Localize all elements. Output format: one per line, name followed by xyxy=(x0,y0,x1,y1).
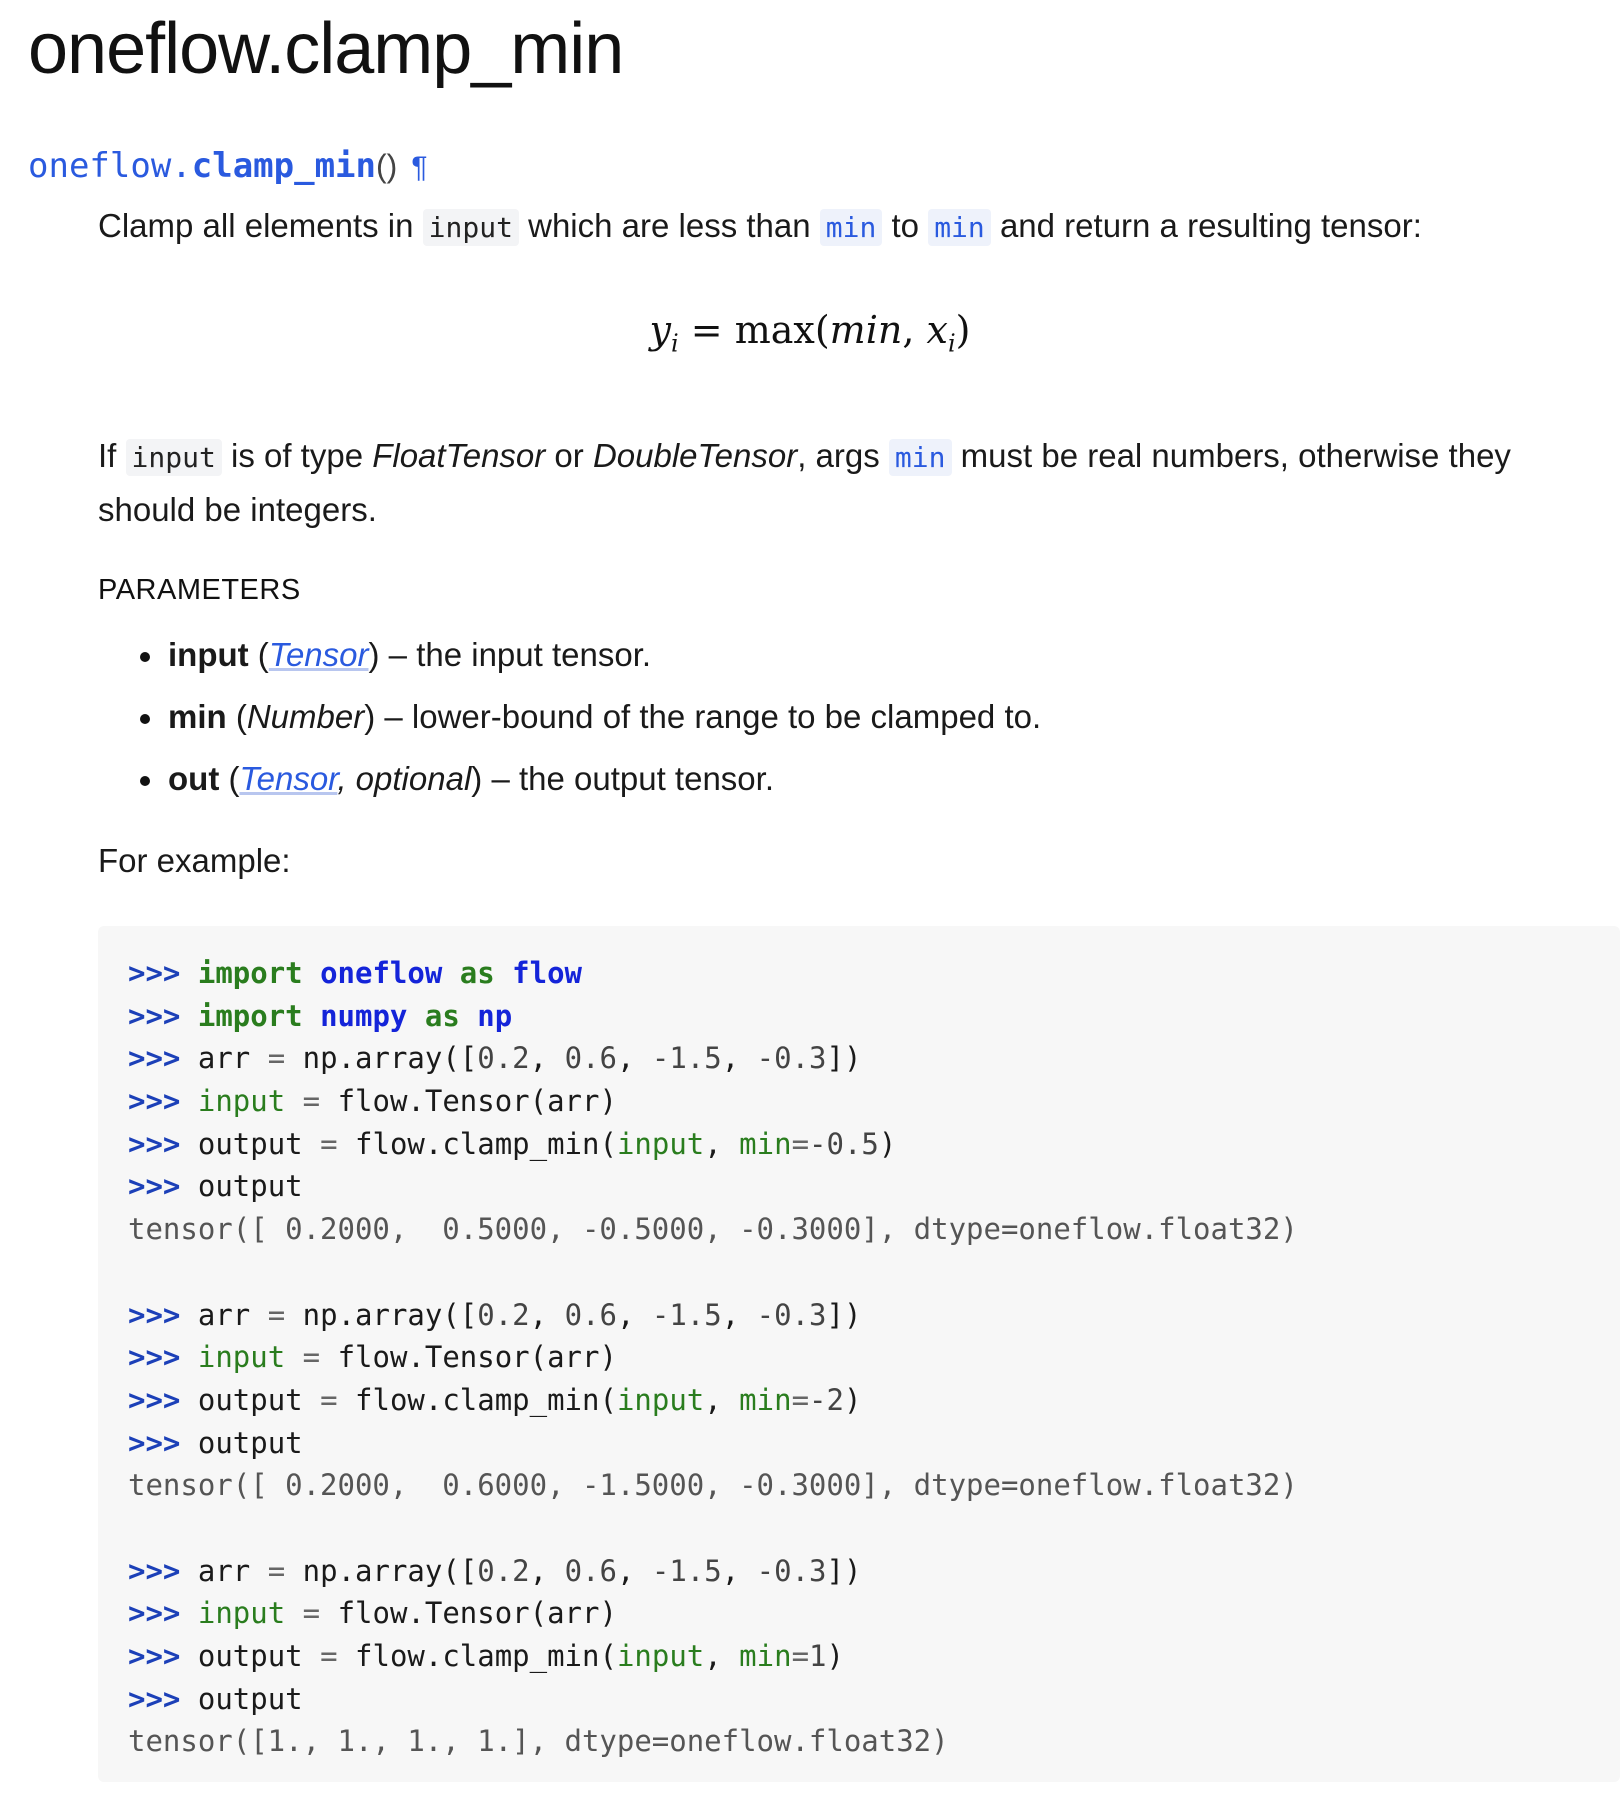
signature-name: clamp_min xyxy=(191,146,376,186)
math-lhs: y xyxy=(649,308,672,352)
math-lhs-sub: i xyxy=(671,329,679,358)
param-item-min xyxy=(98,686,1041,748)
code-line-output: >>> output xyxy=(128,1169,303,1204)
type-note-paragraph xyxy=(98,430,1608,536)
page-title: oneflow.clamp_min xyxy=(28,9,624,89)
param-name: input xyxy=(168,636,249,673)
code-example-block[interactable] xyxy=(98,926,1620,1782)
signature-module: oneflow. xyxy=(28,146,192,186)
code-line-input: >>> input = flow.Tensor(arr) xyxy=(128,1340,617,1375)
code-line-input: >>> input = flow.Tensor(arr) xyxy=(128,1084,617,1119)
param-open: ( xyxy=(226,698,247,735)
math-open: ( xyxy=(814,308,830,352)
code-line-arr: >>> arr = np.array([0.2, 0.6, -1.5, -0.3]) xyxy=(128,1297,862,1332)
math-eq: = xyxy=(678,308,735,352)
type-double-tensor: DoubleTensor xyxy=(592,437,798,474)
code-line-result: tensor([ 0.2000, 0.5000, -0.5000, -0.3000], dtype=oneflow.float32) xyxy=(128,1212,1298,1247)
param-type-link-tensor[interactable]: Tensor xyxy=(268,636,369,673)
code-line-import-oneflow: >>> import oneflow as flow xyxy=(128,956,583,990)
math-close: ) xyxy=(955,308,971,352)
math-fn: max xyxy=(734,308,815,352)
code-line-result: tensor([1., 1., 1., 1.], dtype=oneflow.float32) xyxy=(128,1724,949,1759)
parameters-list xyxy=(98,624,1041,810)
text: to xyxy=(882,207,929,244)
param-item-input xyxy=(98,624,1041,686)
code-example[interactable] xyxy=(128,952,1298,1763)
param-close: ) xyxy=(471,760,483,797)
param-type-link-tensor[interactable]: Tensor xyxy=(239,760,338,797)
param-item-out xyxy=(98,748,1041,810)
code-line-import-numpy: >>> import numpy as np xyxy=(128,998,513,1033)
text: Clamp all elements in xyxy=(98,207,423,244)
param-name: min xyxy=(168,698,227,735)
text: , args xyxy=(797,437,889,474)
math-formula xyxy=(0,308,1620,358)
example-label: For example: xyxy=(98,842,291,879)
param-open: ( xyxy=(248,636,269,673)
code-line-arr: >>> arr = np.array([0.2, 0.6, -1.5, -0.3]) xyxy=(128,1041,862,1076)
function-signature xyxy=(28,146,427,186)
description-paragraph xyxy=(98,200,1608,254)
math-arg1: min xyxy=(829,308,903,352)
parameters-heading: PARAMETERS xyxy=(98,574,301,606)
math-arg2: x xyxy=(926,308,948,352)
text: is of type xyxy=(221,437,373,474)
text: and return a resulting tensor: xyxy=(990,207,1422,244)
param-desc: – lower-bound of the range to be clamped to. xyxy=(375,698,1042,735)
code-line-input: >>> input = flow.Tensor(arr) xyxy=(128,1596,617,1631)
text: which are less than xyxy=(518,207,820,244)
code-line-output: >>> output xyxy=(128,1425,303,1460)
type-float-tensor: FloatTensor xyxy=(372,437,546,474)
param-desc: – the input tensor. xyxy=(379,636,652,673)
param-name: out xyxy=(168,760,220,797)
param-close: ) xyxy=(368,636,380,673)
inline-code-input: input xyxy=(423,209,519,246)
code-line-arr: >>> arr = np.array([0.2, 0.6, -1.5, -0.3]) xyxy=(128,1553,862,1588)
signature-parens: () xyxy=(376,148,398,184)
param-desc: – the output tensor. xyxy=(482,760,774,797)
text: or xyxy=(545,437,593,474)
code-line-output: >>> output xyxy=(128,1681,303,1716)
inline-code-min-link[interactable]: min xyxy=(928,209,991,246)
code-line-clamp: >>> output = flow.clamp_min(input, min=-2) xyxy=(128,1382,862,1417)
param-close: ) xyxy=(364,698,376,735)
inline-code-min-link[interactable]: min xyxy=(820,209,883,246)
text: must be real numbers, otherwise they should be integers. xyxy=(98,437,1511,528)
param-extra: , optional xyxy=(337,760,472,797)
inline-code-min-link[interactable]: min xyxy=(889,439,952,476)
inline-code-input: input xyxy=(126,439,222,476)
math-arg2-sub: i xyxy=(947,329,956,358)
permalink-icon[interactable]: ¶ xyxy=(411,151,428,184)
text: If xyxy=(98,437,126,474)
code-line-clamp: >>> output = flow.clamp_min(input, min=-0.5) xyxy=(128,1126,897,1161)
code-line-result: tensor([ 0.2000, 0.6000, -1.5000, -0.3000], dtype=oneflow.float32) xyxy=(128,1468,1298,1503)
param-open: ( xyxy=(219,760,240,797)
param-type-number: Number xyxy=(246,698,365,735)
math-comma: , xyxy=(902,308,927,352)
code-line-clamp: >>> output = flow.clamp_min(input, min=1) xyxy=(128,1639,844,1673)
